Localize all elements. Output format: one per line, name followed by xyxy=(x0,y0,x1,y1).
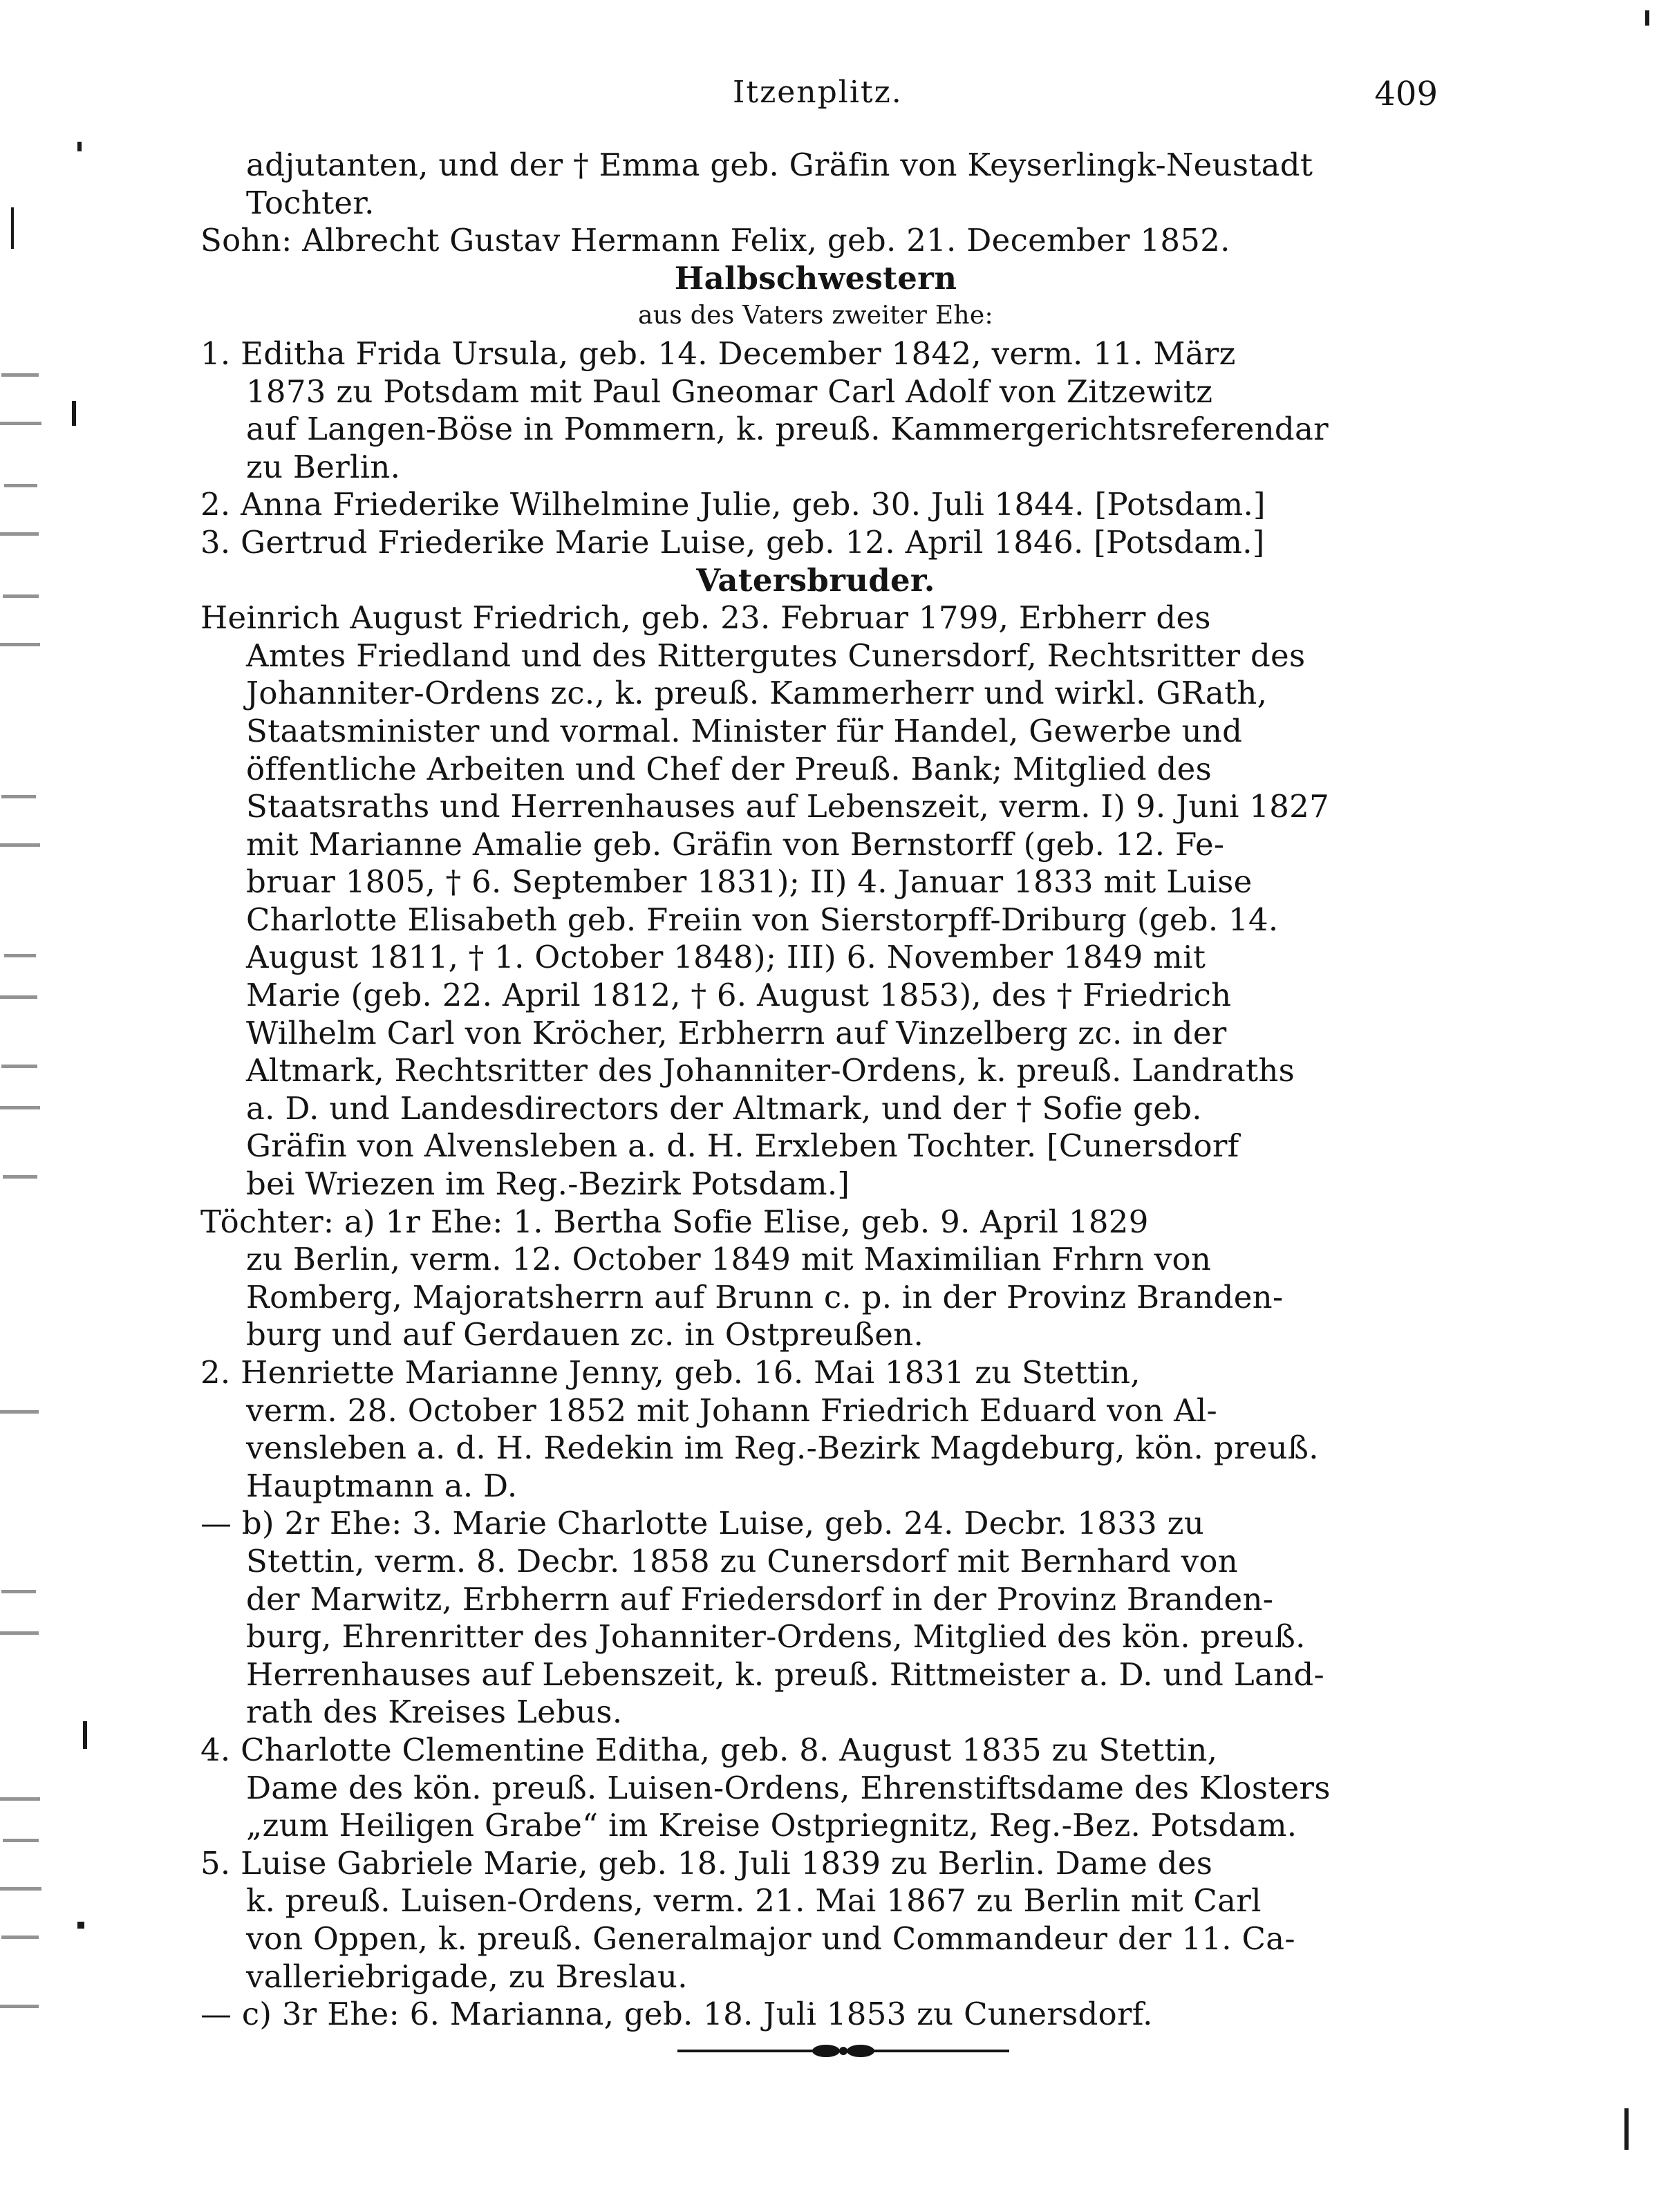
text-line: bei Wriezen im Reg.-Bezirk Potsdam.] xyxy=(246,1165,850,1203)
text-line: rath des Kreises Lebus. xyxy=(246,1694,623,1731)
text-line: öffentliche Arbeiten und Chef der Preuß. Bank; Mitglied des xyxy=(246,750,1212,787)
text-line: — c) 3r Ehe: 6. Marianna, geb. 18. Juli 1853 zu Cunersdorf. xyxy=(200,1996,1153,2033)
text-line: Staatsraths und Herrenhauses auf Lebenszeit, verm. I) 9. Juni 1827 xyxy=(246,788,1330,825)
text-line: bruar 1805, † 6. September 1831); II) 4. Januar 1833 mit Luise xyxy=(246,863,1253,901)
text-line: Staatsminister und vormal. Minister für Handel, Gewerbe und xyxy=(246,712,1243,749)
ornament-divider-icon xyxy=(677,2041,1009,2061)
text-line: Marie (geb. 22. April 1812, † 6. August 1853), des † Friedrich xyxy=(246,977,1232,1014)
page-number: 409 xyxy=(1374,75,1438,113)
text-line: Herrenhauses auf Lebenszeit, k. preuß. Rittmeister a. D. und Land- xyxy=(246,1656,1324,1693)
text-line: auf Langen-Böse in Pommern, k. preuß. Kammergerichtsreferendar xyxy=(246,411,1329,448)
text-line: adjutanten, und der † Emma geb. Gräfin von Keyserlingk-Neustadt xyxy=(246,147,1313,183)
text-line: Wilhelm Carl von Kröcher, Erbherrn auf Vinzelberg zc. in der xyxy=(246,1014,1227,1051)
text-line: von Oppen, k. preuß. Generalmajor und Commandeur der 11. Ca- xyxy=(246,1920,1295,1957)
text-line: Altmark, Rechtsritter des Johanniter-Ordens, k. preuß. Landraths xyxy=(246,1052,1295,1089)
text-line: „zum Heiligen Grabe“ im Kreise Ostpriegnitz, Reg.-Bez. Potsdam. xyxy=(246,1807,1297,1844)
text-line: 1873 zu Potsdam mit Paul Gneomar Carl Adolf von Zitzewitz xyxy=(246,373,1213,410)
text-line: Charlotte Elisabeth geb. Freiin von Sierstorpff-Driburg (geb. 14. xyxy=(246,901,1279,938)
text-line: valleriebrigade, zu Breslau. xyxy=(246,1958,688,1995)
text-line: Tochter. xyxy=(246,184,375,221)
text-line: zu Berlin. xyxy=(246,448,401,485)
text-line: mit Marianne Amalie geb. Gräfin von Bernstorff (geb. 12. Fe- xyxy=(246,825,1225,863)
text-line: der Marwitz, Erbherrn auf Friedersdorf in der Provinz Branden- xyxy=(246,1580,1274,1618)
text-line: Gräfin von Alvensleben a. d. H. Erxleben Tochter. [Cunersdorf xyxy=(246,1127,1239,1165)
section-subheading: aus des Vaters zweiter Ehe: xyxy=(638,301,993,330)
text-line: 4. Charlotte Clementine Editha, geb. 8. August 1835 zu Stettin, xyxy=(200,1731,1218,1768)
text-line: burg und auf Gerdauen zc. in Ostpreußen. xyxy=(246,1316,924,1353)
text-line: Dame des kön. preuß. Luisen-Ordens, Ehrenstiftsdame des Klosters xyxy=(246,1769,1331,1806)
text-line: August 1811, † 1. October 1848); III) 6. November 1849 mit xyxy=(246,939,1206,976)
text-line: Töchter: a) 1r Ehe: 1. Bertha Sofie Elise, geb. 9. April 1829 xyxy=(200,1203,1149,1240)
text-line: 3. Gertrud Friederike Marie Luise, geb. 12. April 1846. [Potsdam.] xyxy=(200,523,1265,561)
text-line: Romberg, Majoratsherrn auf Brunn c. p. in der Provinz Branden- xyxy=(246,1278,1284,1315)
text-line: Hauptmann a. D. xyxy=(246,1467,518,1504)
text-line: 5. Luise Gabriele Marie, geb. 18. Juli 1839 zu Berlin. Dame des xyxy=(200,1844,1213,1882)
text-line: verm. 28. October 1852 mit Johann Friedrich Eduard von Al- xyxy=(246,1391,1218,1429)
text-line: 2. Anna Friederike Wilhelmine Julie, geb. 30. Juli 1844. [Potsdam.] xyxy=(200,486,1266,523)
text-line: Johanniter-Ordens zc., k. preuß. Kammerherr und wirkl. GRath, xyxy=(246,675,1268,712)
text-line: Amtes Friedland und des Rittergutes Cunersdorf, Rechtsritter des xyxy=(246,637,1306,674)
text-line: Stettin, verm. 8. Decbr. 1858 zu Cunersdorf mit Bernhard von xyxy=(246,1542,1239,1580)
text-line: Heinrich August Friedrich, geb. 23. Februar 1799, Erbherr des xyxy=(200,599,1211,637)
section-heading: Vatersbruder. xyxy=(696,561,935,599)
body-text xyxy=(200,147,1431,2034)
text-line: Sohn: Albrecht Gustav Hermann Felix, geb. 21. December 1852. xyxy=(200,222,1230,259)
text-line: 2. Henriette Marianne Jenny, geb. 16. Mai 1831 zu Stettin, xyxy=(200,1354,1141,1391)
text-line: — b) 2r Ehe: 3. Marie Charlotte Luise, geb. 24. Decbr. 1833 zu xyxy=(200,1505,1204,1542)
text-line: k. preuß. Luisen-Ordens, verm. 21. Mai 1867 zu Berlin mit Carl xyxy=(246,1882,1262,1920)
text-line: zu Berlin, verm. 12. October 1849 mit Maximilian Frhrn von xyxy=(246,1241,1212,1278)
section-heading: Halbschwestern xyxy=(674,259,957,297)
text-line: 1. Editha Frida Ursula, geb. 14. December 1842, verm. 11. März xyxy=(200,335,1236,372)
text-line: vensleben a. d. H. Redekin im Reg.-Bezirk Magdeburg, kön. preuß. xyxy=(246,1430,1319,1467)
text-line: burg, Ehrenritter des Johanniter-Ordens, Mitglied des kön. preuß. xyxy=(246,1618,1306,1656)
page-header xyxy=(180,75,1438,130)
running-head: Itzenplitz. xyxy=(733,75,903,110)
text-line: a. D. und Landesdirectors der Altmark, und der † Sofie geb. xyxy=(246,1089,1202,1127)
